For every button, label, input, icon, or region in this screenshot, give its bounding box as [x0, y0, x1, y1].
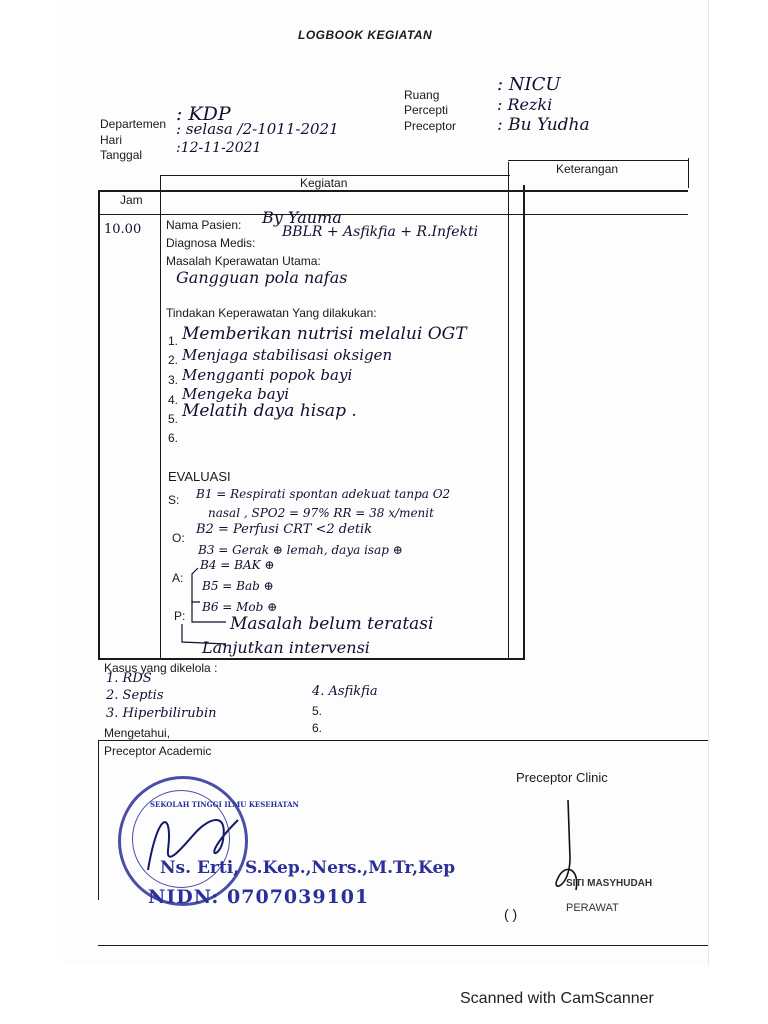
divider — [98, 740, 708, 741]
tindakan-number: 1. — [168, 334, 179, 348]
column-header-kegiatan: Kegiatan — [300, 176, 348, 190]
soap-p-label: P: — [174, 609, 186, 623]
evaluasi-heading: EVALUASI — [168, 469, 231, 484]
soap-o-line1: B2 = Perfusi CRT <2 detik — [196, 522, 373, 537]
page-title: LOGBOOK KEGIATAN — [298, 28, 433, 42]
kasus-item: 1. RDS — [106, 671, 152, 686]
stamp-ring-text: SEKOLAH TINGGI ILMU KESEHATAN — [150, 800, 299, 809]
soap-bracket-arrows — [178, 560, 238, 650]
tindakan-item: Menjaga stabilisasi oksigen — [182, 346, 393, 364]
tindakan-number: 2. — [168, 353, 179, 367]
tindakan-number: 6. — [168, 431, 179, 445]
kasus-item: 5. — [312, 704, 323, 718]
kasus-item: 4. Asfikfia — [312, 684, 378, 699]
preceptor-clinic-label: Preceptor Clinic — [516, 770, 608, 785]
label-perceptee: Percepti — [404, 103, 449, 117]
label-departemen: Departemen — [100, 117, 167, 131]
value-ruang: : NICU — [497, 74, 561, 95]
value-tanggal: :12-11-2021 — [176, 140, 262, 156]
value-hari: : selasa /2-1011-2021 — [176, 120, 339, 138]
soap-a-line3: B6 = Mob ⊕ — [202, 600, 278, 614]
clinic-role: PERAWAT — [566, 902, 619, 914]
value-perceptee: : Rezki — [497, 95, 553, 114]
column-header-jam: Jam — [120, 193, 143, 207]
soap-p-line1: Masalah belum teratasi — [230, 614, 434, 634]
label-masalah: Masalah Kperawatan Utama: — [166, 254, 321, 268]
tindakan-item: Mengeka bayi — [182, 385, 289, 403]
soap-a-line1: B4 = BAK ⊕ — [200, 558, 275, 572]
tindakan-item: Memberikan nutrisi melalui OGT — [182, 324, 467, 344]
tindakan-item: Melatih daya hisap . — [182, 401, 357, 421]
tindakan-number: 4. — [168, 393, 179, 407]
value-preceptor: : Bu Yudha — [497, 115, 590, 135]
academic-nidn-stamp: NIDN: 0707039101 — [148, 886, 370, 908]
clinic-parentheses: ( ) — [504, 906, 518, 922]
kasus-item: 3. Hiperbilirubin — [106, 706, 217, 721]
label-diagnosa: Diagnosa Medis: — [166, 236, 256, 250]
mengetahui-label: Mengetahui, — [104, 726, 171, 740]
label-hari: Hari — [100, 133, 123, 147]
kasus-item: 6. — [312, 721, 323, 735]
value-masalah: Gangguan pola nafas — [176, 268, 348, 287]
column-header-keterangan: Keterangan — [556, 162, 619, 176]
soap-s-line1: B1 = Respirati spontan adekuat tanpa O2 — [196, 487, 451, 501]
kasus-item: 2. Septis — [106, 688, 164, 703]
soap-o-line2: B3 = Gerak ⊕ lemah, daya isap ⊕ — [198, 543, 403, 557]
soap-p-line2: Lanjutkan intervensi — [202, 638, 370, 657]
clinic-name: SITI MASYHUDAH — [566, 878, 653, 889]
scanner-watermark: Scanned with CamScanner — [460, 990, 654, 1007]
soap-s-line2: nasal , SPO2 = 97% RR = 38 x/menit — [208, 506, 434, 520]
soap-s-label: S: — [168, 493, 180, 507]
label-tanggal: Tanggal — [100, 148, 143, 162]
clinic-signature — [540, 798, 610, 908]
tindakan-number: 5. — [168, 412, 179, 426]
kasus-label: Kasus yang dikelola : — [104, 661, 218, 675]
tindakan-number: 3. — [168, 373, 179, 387]
cell-jam: 10.00 — [104, 222, 142, 237]
label-nama-pasien: Nama Pasien: — [166, 218, 242, 232]
label-tindakan: Tindakan Keperawatan Yang dilakukan: — [166, 306, 377, 320]
value-nama-pasien: By Yauma — [262, 208, 342, 227]
label-preceptor: Preceptor — [404, 119, 457, 133]
academic-name-stamp: Ns. Erti, S.Kep.,Ners.,M.Tr,Kep — [160, 858, 456, 878]
tindakan-item: Mengganti popok bayi — [182, 366, 353, 384]
soap-o-label: O: — [172, 531, 185, 545]
value-departemen: : KDP — [176, 103, 231, 125]
soap-a-line2: B5 = Bab ⊕ — [202, 579, 274, 593]
soap-a-label: A: — [172, 571, 184, 585]
label-ruang: Ruang — [404, 88, 440, 102]
value-diagnosa: BBLR + Asfikfia + R.Infekti — [282, 224, 479, 240]
preceptor-academic-label: Preceptor Academic — [104, 744, 212, 758]
